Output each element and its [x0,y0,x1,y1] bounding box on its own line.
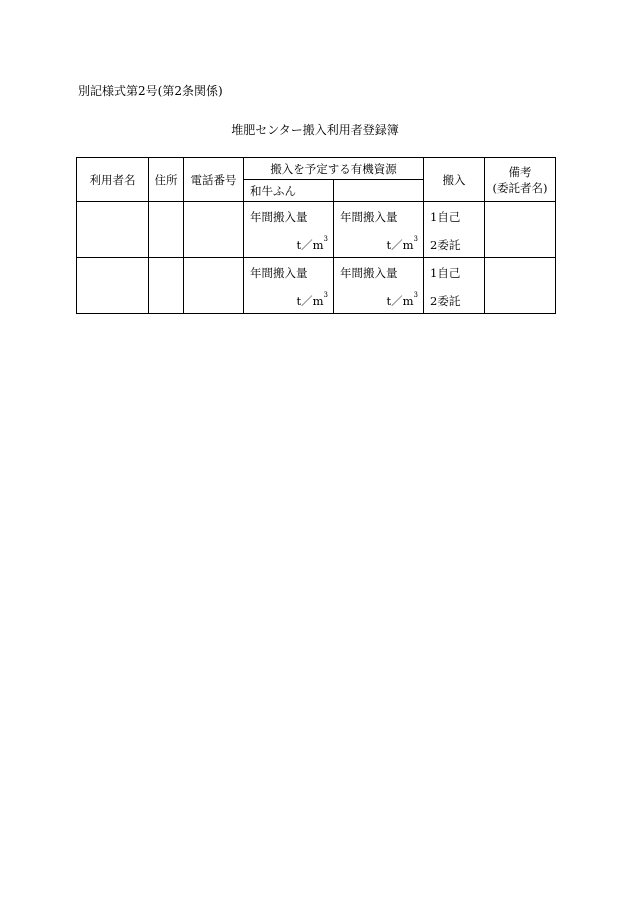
header-address: 住所 [149,158,184,202]
cell-address[interactable] [149,202,184,258]
unit-label: $t/m^3$ [296,291,328,308]
header-user-name: 利用者名 [77,158,149,202]
document-title: 堆肥センター搬入利用者登録簿 [231,123,399,137]
cell-remarks[interactable] [485,258,556,314]
header-row-1 [77,158,556,180]
cell-remarks[interactable] [485,202,556,258]
option-consigned: 2委託 [430,238,461,252]
header-remarks [485,158,556,202]
header-remarks-line2: (委託者名) [492,180,548,195]
cell-resource-1-amount[interactable] [244,258,334,314]
cell-user-name[interactable] [77,202,149,258]
unit-label: $t/m^3$ [386,235,418,252]
option-self: 1自己 [430,266,461,280]
table-row [77,258,556,314]
cell-resource-1-amount[interactable] [244,202,334,258]
unit-label: $t/m^3$ [296,235,328,252]
header-planned-resources: 搬入を予定する有機資源 [244,158,424,180]
cell-phone[interactable] [184,258,244,314]
header-resource-2 [334,180,424,202]
cell-address[interactable] [149,258,184,314]
annual-amount-label: 年間搬入量 [250,210,308,224]
annual-amount-label: 年間搬入量 [340,210,398,224]
cell-delivery-method[interactable] [424,258,485,314]
option-self: 1自己 [430,210,461,224]
header-delivery: 搬入 [424,158,485,202]
cell-resource-2-amount[interactable] [334,202,424,258]
header-resource-1: 和牛ふん [244,180,334,202]
table-row [77,202,556,258]
cell-user-name[interactable] [77,258,149,314]
cell-resource-2-amount[interactable] [334,258,424,314]
form-number-label: 別記様式第2号(第2条関係) [78,84,223,98]
annual-amount-label: 年間搬入量 [250,266,308,280]
unit-label: $t/m^3$ [386,291,418,308]
cell-phone[interactable] [184,202,244,258]
header-phone: 電話番号 [184,158,244,202]
header-remarks-line1: 備考 [508,164,532,179]
annual-amount-label: 年間搬入量 [340,266,398,280]
cell-delivery-method[interactable] [424,202,485,258]
option-consigned: 2委託 [430,294,461,308]
registration-table [76,157,556,314]
